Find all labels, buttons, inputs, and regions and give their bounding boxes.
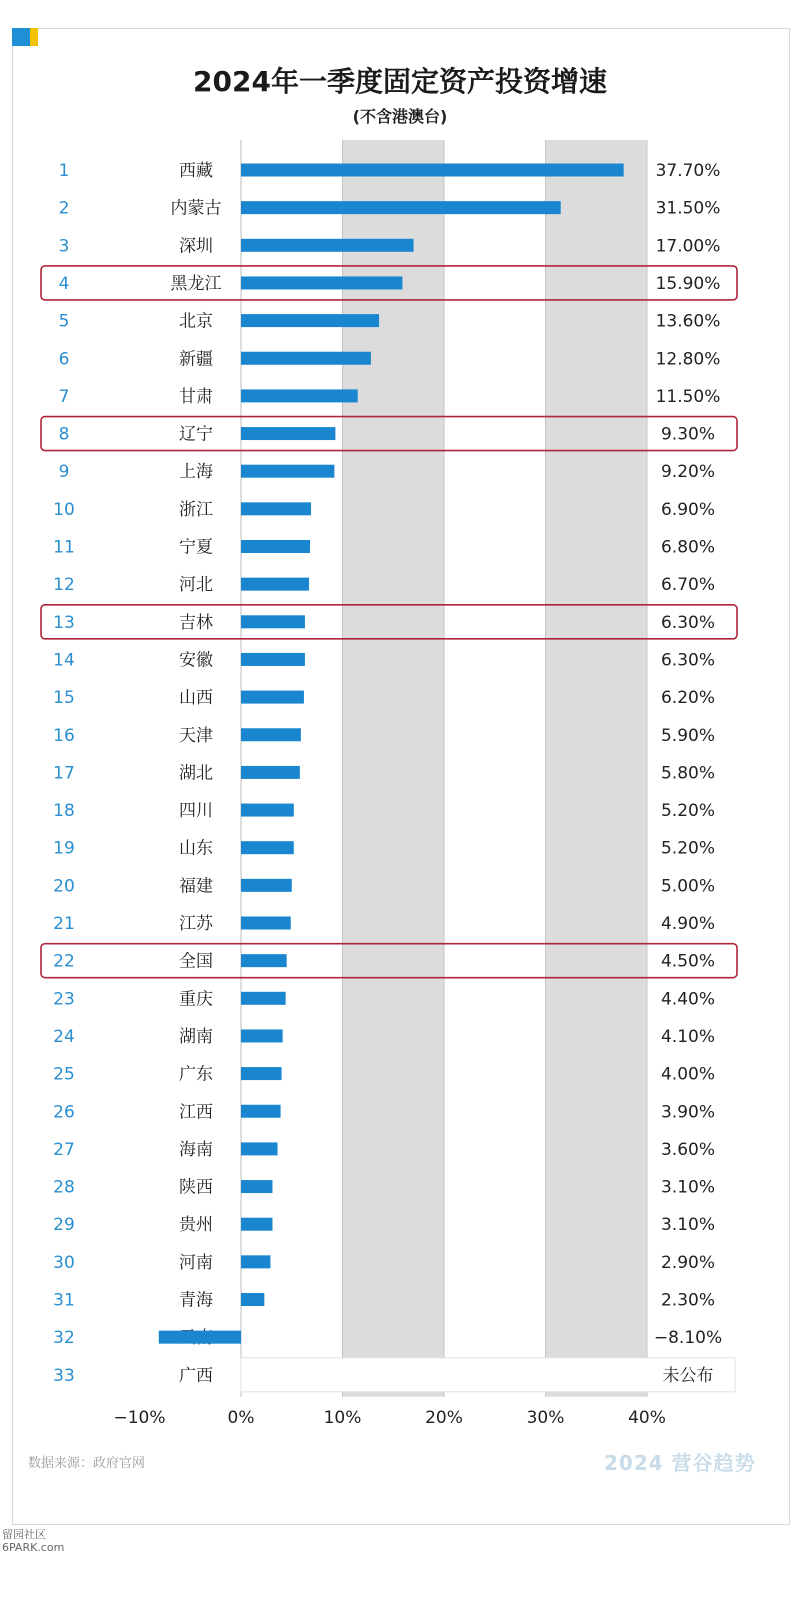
region-label: 江西 xyxy=(179,1102,213,1123)
chart-title: 2024年一季度固定资产投资增速 xyxy=(193,65,607,98)
x-tick-label: 40% xyxy=(628,1408,666,1428)
value-label: 4.40% xyxy=(660,989,716,1010)
value-label: 31.50% xyxy=(655,198,721,219)
bar xyxy=(241,164,624,177)
rank-label: 10 xyxy=(53,499,75,520)
region-label: 福建 xyxy=(179,876,213,897)
value-label: 6.30% xyxy=(660,612,716,633)
shaded-band-1 xyxy=(546,140,648,1397)
x-tick-label: 30% xyxy=(526,1408,565,1428)
watermark xyxy=(2,1528,64,1554)
bar xyxy=(241,276,402,289)
bar xyxy=(241,841,294,854)
rank-label: 14 xyxy=(53,650,75,671)
value-label: 5.20% xyxy=(660,801,716,822)
rank-label: 28 xyxy=(53,1177,75,1198)
rank-label: 25 xyxy=(53,1064,75,1085)
rank-label: 4 xyxy=(58,273,70,294)
rank-label: 8 xyxy=(58,424,70,445)
bar xyxy=(241,691,304,704)
value-label: 6.90% xyxy=(660,499,716,520)
value-label: 未公布 xyxy=(662,1365,714,1386)
rank-label: 23 xyxy=(53,989,75,1010)
value-label: 6.20% xyxy=(660,688,716,709)
rank-label: 15 xyxy=(53,688,75,709)
bar xyxy=(241,954,287,967)
bar xyxy=(241,1029,283,1042)
x-tick-label: −10% xyxy=(113,1408,166,1428)
shaded-band-0 xyxy=(343,140,445,1397)
region-label: 上海 xyxy=(179,462,213,483)
x-tick-label: 20% xyxy=(425,1408,463,1428)
bar xyxy=(241,578,309,591)
value-label: 4.50% xyxy=(660,951,716,972)
rank-label: 2 xyxy=(58,198,70,219)
value-label: 2.30% xyxy=(660,1290,716,1311)
bar xyxy=(241,314,379,327)
value-label: −8.10% xyxy=(653,1328,723,1349)
rank-label: 30 xyxy=(53,1252,75,1273)
region-label: 重庆 xyxy=(179,989,213,1010)
rank-label: 7 xyxy=(58,386,70,407)
rank-label: 1 xyxy=(58,161,70,181)
bar xyxy=(241,879,292,892)
region-label: 辽宁 xyxy=(179,424,213,445)
value-label: 5.00% xyxy=(660,876,716,897)
value-label: 15.90% xyxy=(655,273,721,294)
value-label: 3.10% xyxy=(660,1177,716,1198)
region-label: 山西 xyxy=(179,688,213,709)
value-label: 4.10% xyxy=(660,1026,716,1047)
value-label: 9.30% xyxy=(660,424,716,445)
region-label: 广西 xyxy=(179,1365,213,1386)
bar xyxy=(159,1331,241,1344)
value-label: 6.70% xyxy=(660,575,716,596)
bar xyxy=(241,766,300,779)
region-label: 北京 xyxy=(179,311,213,332)
value-label: 9.20% xyxy=(660,462,716,483)
bar xyxy=(241,389,358,402)
rank-label: 11 xyxy=(53,537,75,558)
region-label: 内蒙古 xyxy=(170,198,222,219)
bar xyxy=(241,804,294,817)
bar xyxy=(241,540,310,553)
region-label: 新疆 xyxy=(179,349,213,370)
region-label: 浙江 xyxy=(179,499,213,520)
bar xyxy=(241,615,305,628)
rank-label: 12 xyxy=(53,575,75,596)
bar xyxy=(241,502,311,515)
value-label: 12.80% xyxy=(655,349,721,370)
rank-label: 32 xyxy=(53,1328,75,1349)
rank-label: 22 xyxy=(53,951,75,972)
rank-label: 26 xyxy=(53,1102,75,1123)
value-label: 5.80% xyxy=(660,763,716,784)
value-label: 6.30% xyxy=(660,650,716,671)
bar xyxy=(241,465,334,478)
value-label: 3.90% xyxy=(660,1102,716,1123)
bar xyxy=(241,1180,272,1193)
brand-logo: 2024 营谷趋势 xyxy=(604,1451,756,1475)
watermark-line-1: 留园社区 xyxy=(2,1528,46,1541)
rank-label: 5 xyxy=(58,311,70,332)
region-label: 海南 xyxy=(179,1139,213,1160)
region-label: 天津 xyxy=(179,725,213,746)
bar xyxy=(241,1255,270,1268)
value-label: 6.80% xyxy=(660,537,716,558)
region-label: 宁夏 xyxy=(179,537,213,558)
rank-label: 16 xyxy=(53,725,75,746)
value-label: 11.50% xyxy=(655,386,721,407)
bar xyxy=(241,1067,282,1080)
region-label: 安徽 xyxy=(179,650,213,671)
bar xyxy=(241,352,371,365)
bar xyxy=(241,1105,281,1118)
value-label: 5.20% xyxy=(660,838,716,859)
region-label: 深圳 xyxy=(179,236,213,257)
bar xyxy=(241,201,561,214)
rank-label: 29 xyxy=(53,1215,75,1236)
bar xyxy=(241,239,414,252)
region-label: 青海 xyxy=(179,1290,213,1311)
region-label: 广东 xyxy=(179,1064,213,1085)
value-label: 17.00% xyxy=(655,236,721,257)
value-label: 2.90% xyxy=(660,1252,716,1273)
region-label: 西藏 xyxy=(179,161,213,181)
value-label: 3.60% xyxy=(660,1139,716,1160)
value-label: 4.00% xyxy=(660,1064,716,1085)
region-label: 湖北 xyxy=(179,763,213,784)
rank-label: 33 xyxy=(53,1365,75,1386)
bar xyxy=(241,427,335,440)
value-label: 3.10% xyxy=(660,1215,716,1236)
x-tick-label: 0% xyxy=(227,1408,255,1428)
rank-label: 20 xyxy=(53,876,75,897)
bar xyxy=(241,653,305,666)
region-label: 吉林 xyxy=(179,612,213,633)
rank-label: 9 xyxy=(58,462,70,483)
rank-label: 21 xyxy=(53,914,75,934)
rank-label: 3 xyxy=(58,236,70,257)
rank-label: 31 xyxy=(53,1290,75,1311)
rank-label: 13 xyxy=(53,612,75,633)
rank-label: 19 xyxy=(53,838,75,859)
region-label: 陕西 xyxy=(179,1177,213,1198)
bar xyxy=(241,728,301,741)
region-label: 河北 xyxy=(179,575,213,596)
value-label: 4.90% xyxy=(660,914,716,934)
region-label: 贵州 xyxy=(179,1215,213,1236)
x-tick-label: 10% xyxy=(323,1408,362,1428)
rank-label: 18 xyxy=(53,801,75,822)
chart-subtitle: (不含港澳台) xyxy=(352,107,448,126)
bar xyxy=(241,1142,278,1155)
rank-label: 6 xyxy=(58,349,70,370)
bar xyxy=(241,1218,272,1231)
rank-label: 24 xyxy=(53,1026,75,1047)
region-label: 全国 xyxy=(179,951,213,972)
region-label: 黑龙江 xyxy=(170,273,222,294)
bar xyxy=(241,992,286,1005)
value-label: 5.90% xyxy=(660,725,716,746)
value-label: 37.70% xyxy=(655,161,721,181)
region-label: 山东 xyxy=(179,838,213,859)
watermark-line-2: 6PARK.com xyxy=(2,1541,65,1554)
region-label: 河南 xyxy=(179,1252,213,1273)
region-label: 江苏 xyxy=(179,914,213,934)
bar xyxy=(241,1293,264,1306)
region-label: 四川 xyxy=(179,801,213,822)
region-label: 甘肃 xyxy=(179,386,213,407)
unpublished-box xyxy=(241,1358,735,1392)
region-label: 湖南 xyxy=(179,1026,213,1047)
rank-label: 27 xyxy=(53,1139,75,1160)
source-note: 数据来源：政府官网 xyxy=(28,1456,146,1471)
bar xyxy=(241,917,291,930)
rank-label: 17 xyxy=(53,763,75,784)
value-label: 13.60% xyxy=(655,311,721,332)
